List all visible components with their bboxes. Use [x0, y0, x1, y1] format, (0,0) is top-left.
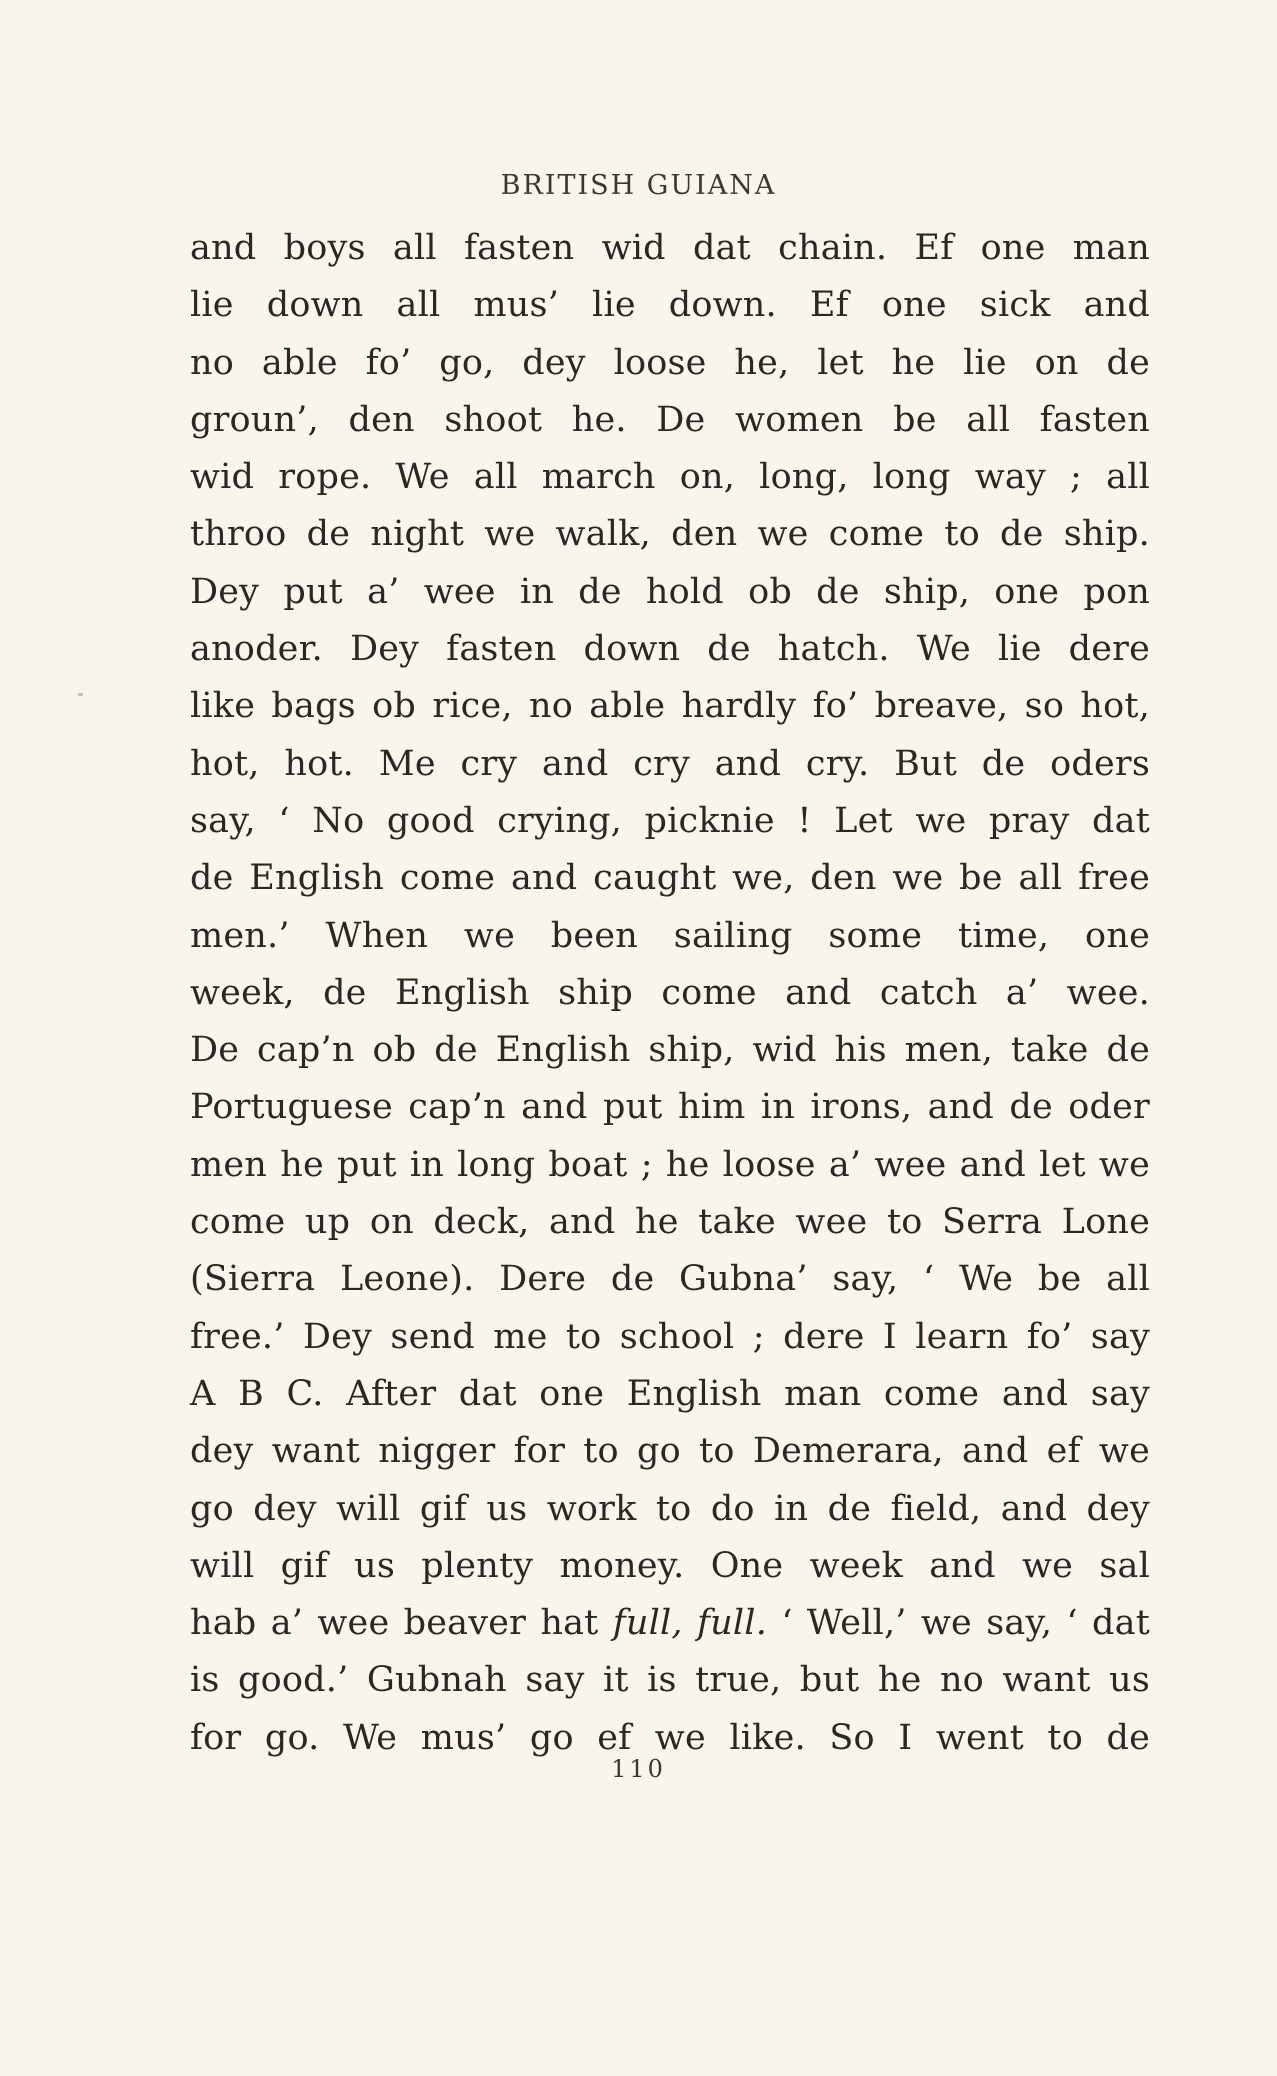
text-line-19: (Sierra Leone). Dere de Gubna’ say, ‘ We be all [190, 1259, 1150, 1300]
text-line-22: dey want nigger for to go to Demerara, and ef we [190, 1431, 1150, 1472]
text-line-26: is good.’ Gubnah say it is true, but he no want us [190, 1660, 1150, 1701]
text-line-3: no able fo’ go, dey loose he, let he lie on de [190, 342, 1150, 383]
margin-mark [78, 693, 83, 696]
text-line-15: De cap’n ob de English ship, wid his men, take de [190, 1030, 1150, 1071]
text-line-17: men he put in long boat ; he loose a’ wee and let we [190, 1144, 1150, 1185]
text-line-9: like bags ob rice, no able hardly fo’ breave, so hot, [190, 686, 1150, 727]
text-line-6: throo de night we walk, den we come to de ship. [190, 514, 1150, 555]
text-line-8: anoder. Dey fasten down de hatch. We lie dere [190, 629, 1150, 670]
text-line-25-start: hab a’ wee beaver hat [190, 1603, 613, 1644]
text-line-11: say, ‘ No good crying, picknie ! Let we pray dat [190, 800, 1150, 841]
text-line-10: hot, hot. Me cry and cry and cry. But de oders [190, 743, 1150, 784]
text-line-13: men.’ When we been sailing some time, one [190, 915, 1150, 956]
text-line-25 [190, 1595, 1150, 1652]
text-line-14: week, de English ship come and catch a’ wee. [190, 972, 1150, 1013]
text-line-16: Portuguese cap’n and put him in irons, and de oder [190, 1087, 1150, 1128]
text-line-20: free.’ Dey send me to school ; dere I learn fo’ say [190, 1316, 1150, 1357]
text-line-18: come up on deck, and he take wee to Serra Lone [190, 1202, 1150, 1243]
text-line-2: lie down all mus’ lie down. Ef one sick and [190, 285, 1150, 326]
italic-phrase: full, full. [612, 1603, 768, 1644]
body-text [190, 220, 1150, 1767]
text-line-12: de English come and caught we, den we be all free [190, 858, 1150, 899]
text-line-5: wid rope. We all march on, long, long way ; all [190, 457, 1150, 498]
text-line-4: groun’, den shoot he. De women be all fasten [190, 399, 1150, 440]
text-line-23: go dey will gif us work to do in de field, and dey [190, 1488, 1150, 1529]
text-line-24: will gif us plenty money. One week and we sal [190, 1545, 1150, 1586]
text-line-27: for go. We mus’ go ef we like. So I went to de [190, 1717, 1150, 1758]
text-line-1: and boys all fasten wid dat chain. Ef one man [190, 228, 1150, 268]
page-number: 110 [611, 1755, 666, 1783]
text-line-7: Dey put a’ wee in de hold ob de ship, one pon [190, 571, 1150, 612]
text-line-25-end: ‘ Well,’ we say, ‘ dat [767, 1603, 1150, 1644]
text-line-21: A B C. After dat one English man come and say [190, 1373, 1150, 1414]
running-head: BRITISH GUIANA [500, 170, 777, 201]
